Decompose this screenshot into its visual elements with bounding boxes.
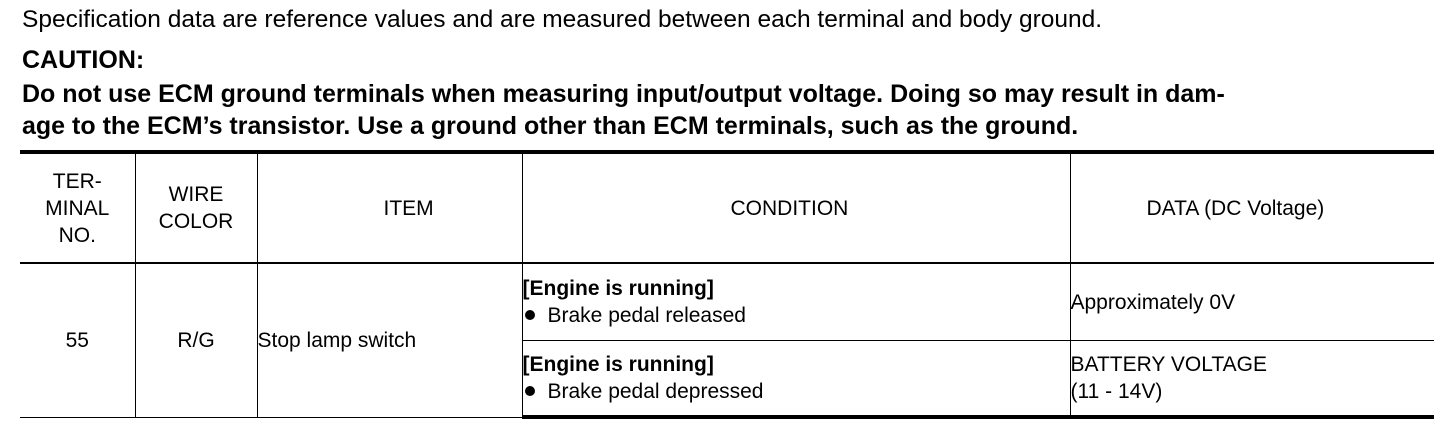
wire-color-cell: R/G xyxy=(135,263,257,417)
header-terminal-line-2: MINAL xyxy=(45,196,110,220)
bullet-icon xyxy=(525,386,535,396)
header-terminal-no xyxy=(20,152,135,263)
condition-cell xyxy=(522,341,1070,418)
condition-bullet-line xyxy=(523,378,1070,405)
data-value-line-1: BATTERY VOLTAGE xyxy=(1070,353,1267,376)
header-condition: CONDITION xyxy=(522,152,1070,263)
header-wire-line-2: COLOR xyxy=(158,210,234,233)
terminal-number-cell: 55 xyxy=(20,263,135,417)
header-wire-line-1: WIRE xyxy=(168,183,224,206)
data-cell xyxy=(1070,341,1434,418)
bullet-icon xyxy=(525,310,535,320)
header-item: ITEM xyxy=(257,152,522,263)
condition-bullet-line xyxy=(523,302,1070,329)
item-cell: Stop lamp switch xyxy=(257,263,522,417)
caution-heading: CAUTION: xyxy=(22,46,145,74)
table-header-row xyxy=(20,152,1434,263)
header-terminal-line-1: TER- xyxy=(52,169,102,193)
data-cell xyxy=(1070,263,1434,341)
condition-title: [Engine is running] xyxy=(522,277,714,300)
condition-bullet-text: Brake pedal depressed xyxy=(547,380,764,403)
terminal-spec-table xyxy=(20,150,1434,419)
condition-bullet-text: Brake pedal released xyxy=(547,304,746,327)
caution-text-line-2: age to the ECM’s transistor. Use a ground other than ECM terminals, such as the ground. xyxy=(22,112,1079,140)
condition-cell xyxy=(522,263,1070,341)
header-wire-color xyxy=(135,152,257,263)
table-row xyxy=(20,263,1434,341)
intro-text: Specification data are reference values and are measured between each terminal and body ground. xyxy=(22,6,1103,33)
condition-title: [Engine is running] xyxy=(522,353,714,376)
data-value-line-2: (11 - 14V) xyxy=(1070,380,1163,403)
data-value: Approximately 0V xyxy=(1070,290,1236,314)
header-terminal-line-3: NO. xyxy=(58,223,96,247)
header-data: DATA (DC Voltage) xyxy=(1070,152,1434,263)
caution-text-line-1: Do not use ECM ground terminals when measuring input/output voltage. Doing so may result in dam- xyxy=(22,80,1225,108)
